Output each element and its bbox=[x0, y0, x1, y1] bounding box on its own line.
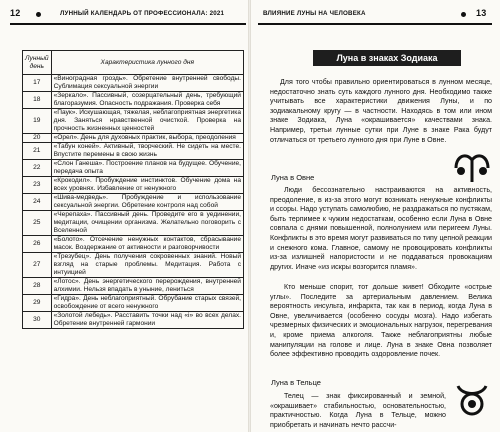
lunar-day-description: «Гидра». День неблагоприятный. Обрубание старых связей, освобождение от всего ненужного bbox=[51, 295, 243, 312]
aries-paragraph-2: Кто меньше спорит, тот дольше живет! Обходите «острые углы». Последите за артериальным давлением. Велика вероятность инсульта, инфаркта, так как в период, когда Луна в Овне, увеличивается (особенно сосуды мозга). Надо избегать чрезмерных физических и эмоциональных нагрузок, перегревания и, кроме приема алкоголя. Также неблагоприятны любые манипуляции на голове и лице. Луна в знаке Овна позволяет более эффективно проводить оздоровление почек. bbox=[270, 283, 492, 359]
lunar-day-description: «Болото». Отсечение ненужных контактов, сбрасывание масок. Воздержание от активности и разговорчивости bbox=[51, 236, 243, 253]
lunar-day-number: 26 bbox=[23, 236, 52, 253]
table-row bbox=[23, 143, 244, 160]
taurus-sign-icon bbox=[452, 378, 492, 418]
lunar-day-description: «Лотос». День энергетического перерождения, внутренней алхимии. Нельзя впадать в уныние, лениться bbox=[51, 278, 243, 295]
lunar-day-description: «Слон Ганеша». Построение планов на будущее. Обучение, передача опыта bbox=[51, 160, 243, 177]
table-row bbox=[23, 312, 244, 329]
lunar-day-number: 28 bbox=[23, 278, 52, 295]
left-header-rule bbox=[10, 23, 246, 25]
lunar-day-number: 18 bbox=[23, 92, 52, 109]
taurus-heading: Луна в Тельце bbox=[271, 378, 321, 387]
lunar-day-number: 25 bbox=[23, 211, 52, 236]
lunar-day-number: 23 bbox=[23, 177, 52, 194]
lunar-day-description: «Табун коней». Активный, творческий. Не сидеть на месте. Впустите перемены в свою жизнь bbox=[51, 143, 243, 160]
table-row bbox=[23, 295, 244, 312]
left-header bbox=[0, 10, 248, 22]
lunar-day-description: «Трезубец». День получения сокровенных знаний. Новый взгляд на старые проблемы. Медитация. Работа с интуицией bbox=[51, 253, 243, 278]
taurus-paragraph: Телец — знак фиксированный и земной, «окрашивает» стабильностью, основательностью, практичностью. Когда Луна в Тельце, можно приобретать и начинать нечто рассчи- bbox=[270, 392, 446, 429]
table-row bbox=[23, 236, 244, 253]
lunar-day-description: «Крокодил». Пробуждение инстинктов. Обучение дома на всех уровнях. Избавление от ненужного bbox=[51, 177, 243, 194]
lunar-day-number: 17 bbox=[23, 75, 52, 92]
lunar-day-description: «Виноградная гроздь». Обретение внутренней свободы. Сублимация сексуальной энергии bbox=[51, 75, 243, 92]
lunar-day-description: «Паук». Искушающая, тяжелая, неблагоприятная энергетика дня. Заняться нравственной очисткой. Проверка на прочность жизненных ценностей bbox=[51, 109, 243, 134]
table-row bbox=[23, 194, 244, 211]
right-header-title: ВЛИЯНИЕ ЛУНЫ НА ЧЕЛОВЕКА bbox=[263, 10, 366, 17]
header-dot-icon bbox=[36, 12, 41, 17]
table-row bbox=[23, 211, 244, 236]
right-header bbox=[251, 10, 500, 22]
right-page-number: 13 bbox=[476, 8, 487, 18]
table-row bbox=[23, 134, 244, 143]
table-row bbox=[23, 92, 244, 109]
table-header-row bbox=[23, 51, 244, 75]
left-page-number: 12 bbox=[10, 8, 21, 18]
lunar-day-number: 22 bbox=[23, 160, 52, 177]
lunar-day-number: 20 bbox=[23, 134, 52, 143]
intro-paragraph: Для того чтобы правильно ориентироваться в лунном месяце, недостаточно знать суть каждого лунного дня. Необходимо также учитывать все характеристики движения Луны, и по зодиакальному кругу — в частности. Находясь в том или ином знаке Зодиака, Луна «окрашивается» качествами знака. Например, третьи лунные сутки при Луне в знаке Рака будут отличаться от третьего лунного дня при Луне в Овне. bbox=[270, 78, 492, 144]
lunar-day-number: 29 bbox=[23, 295, 52, 312]
lunar-days-table bbox=[22, 50, 244, 329]
lunar-day-number: 19 bbox=[23, 109, 52, 134]
lunar-day-description: «Шива-медведь». Пробуждение и использование сексуальной энергии. Обретение контроля над собой bbox=[51, 194, 243, 211]
lunar-day-number: 21 bbox=[23, 143, 52, 160]
table-row bbox=[23, 278, 244, 295]
left-header-title: ЛУННЫЙ КАЛЕНДАРЬ ОТ ПРОФЕССИОНАЛА: 2021 bbox=[60, 10, 225, 17]
table-row bbox=[23, 75, 244, 92]
aries-paragraph: Люди бессознательно настраиваются на активность, преодоление, в из-за этого могут возникать ненужные конфликты и ссоры. Надо уступать самолюбию, не раздражаться по пустякам, быть терпимее к чужим недостаткам, особенно если Луна в Овне совпала с днями повышенной, полнолунием или перигеем Луны. Конфликты в это время могут развиваться по типу цепной реакции и снежного кома. Главное, самому не провоцировать конфликты из-за излишней напористости и не поддаваться провокациям других. Иначе «из искры возгорится пламя». bbox=[270, 186, 492, 271]
lunar-day-description: «Черепаха». Пассивный день. Проведите его в уединении, медитации, очищении организма. Желательно поговорить с Вселенной bbox=[51, 211, 243, 236]
col-day-header: Лунный день bbox=[23, 51, 52, 75]
lunar-day-number: 27 bbox=[23, 253, 52, 278]
col-desc-header: Характеристика лунного дня bbox=[51, 51, 243, 75]
lunar-day-description: «Золотой лебедь». Расставить точки над «i» во всех делах. Обретение внутренней гармонии bbox=[51, 312, 243, 329]
lunar-day-description: «Орел». День для духовных практик, выбора, преодоления bbox=[51, 134, 243, 143]
table-row bbox=[23, 177, 244, 194]
lunar-day-description: «Зеркало». Пассивный, созерцательный день, требующий благоразумия. Опасность подражания. Проверка себя bbox=[51, 92, 243, 109]
table-row bbox=[23, 109, 244, 134]
table-row bbox=[23, 160, 244, 177]
lunar-day-number: 30 bbox=[23, 312, 52, 329]
aries-sign-icon bbox=[452, 148, 492, 186]
section-title: Луна в знаках Зодиака bbox=[313, 50, 461, 66]
table-row bbox=[23, 253, 244, 278]
header-dot-icon bbox=[461, 12, 466, 17]
right-header-rule bbox=[258, 23, 492, 25]
aries-heading: Луна в Овне bbox=[271, 173, 315, 182]
lunar-day-number: 24 bbox=[23, 194, 52, 211]
lunar-table-body bbox=[23, 75, 244, 329]
